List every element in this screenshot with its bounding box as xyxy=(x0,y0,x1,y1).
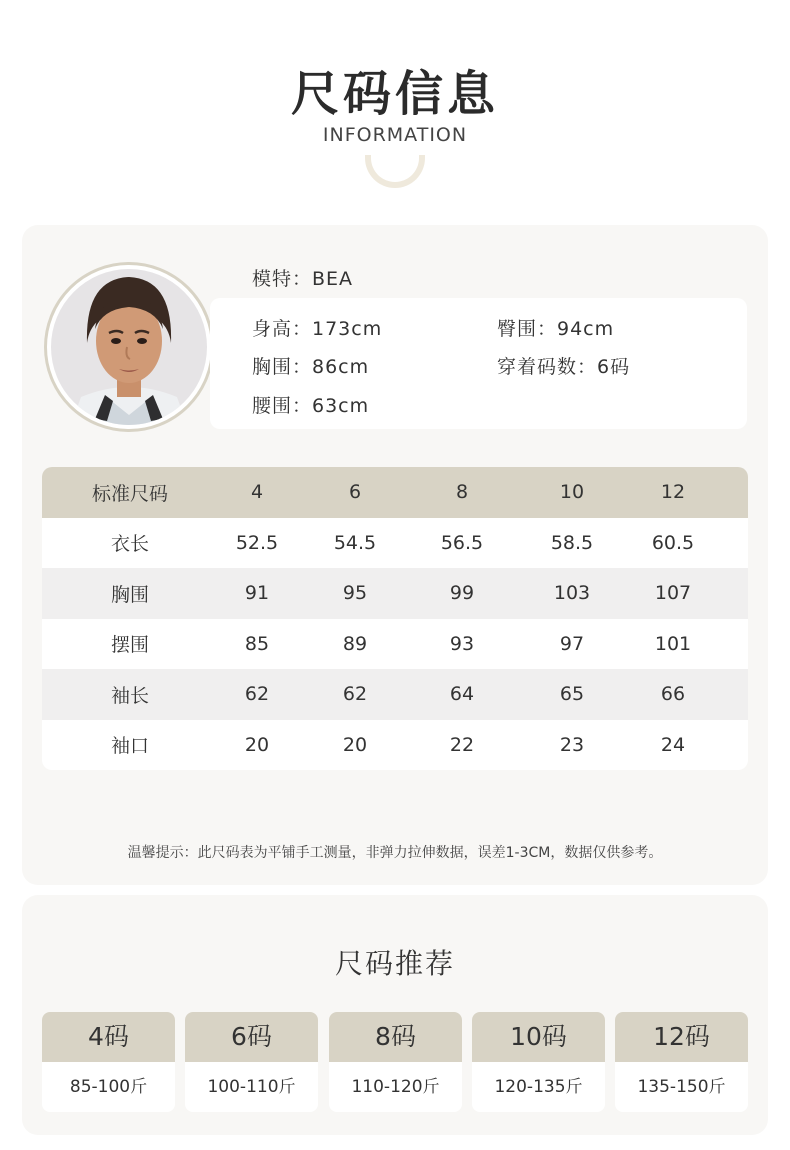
table-cell: 58.5 xyxy=(550,531,594,554)
measurement-tip: 温馨提示：此尺码表为平铺手工测量，非弹力拉伸数据，误差1-3CM，数据仅供参考。 xyxy=(127,845,663,861)
model-photo xyxy=(51,269,207,425)
table-cell: 23 xyxy=(559,733,585,756)
table-cell: 65 xyxy=(559,683,585,706)
size-table xyxy=(42,467,748,770)
recommendation-title: 尺码推荐 xyxy=(334,947,455,980)
table-row xyxy=(42,669,748,720)
decorative-arc xyxy=(365,155,425,188)
table-cell: 22 xyxy=(449,733,475,756)
recommendation-size: 4码 xyxy=(42,1012,175,1062)
table-cell: 20 xyxy=(244,733,270,756)
table-cell: 89 xyxy=(342,632,368,655)
model-chest: 胸围：86cm xyxy=(252,356,370,378)
page-title: 尺码信息 xyxy=(290,66,499,122)
recommendation-size: 6码 xyxy=(185,1012,318,1062)
row-label: 袖口 xyxy=(110,735,149,758)
table-cell: 91 xyxy=(244,582,270,605)
table-header-cell: 标准尺码 xyxy=(91,482,168,505)
table-cell: 93 xyxy=(449,632,475,655)
recommendation-card xyxy=(615,1012,748,1112)
model-height: 身高：173cm xyxy=(252,318,383,340)
table-header-cell: 4 xyxy=(250,481,264,504)
recommendation-card xyxy=(185,1012,318,1112)
table-header-row xyxy=(42,467,748,518)
table-cell: 95 xyxy=(342,582,368,605)
model-waist: 腰围：63cm xyxy=(252,395,370,417)
model-hip: 臀围：94cm xyxy=(497,318,615,340)
row-label: 胸围 xyxy=(110,583,149,606)
page-subtitle: INFORMATION xyxy=(322,124,468,146)
table-cell: 62 xyxy=(244,683,270,706)
table-cell: 60.5 xyxy=(651,531,695,554)
table-cell: 64 xyxy=(449,683,475,706)
row-label: 衣长 xyxy=(110,533,149,556)
table-cell: 97 xyxy=(559,632,585,655)
row-label: 袖长 xyxy=(110,684,149,707)
recommendation-size: 8码 xyxy=(329,1012,462,1062)
recommendation-weight: 85-100斤 xyxy=(69,1077,148,1097)
table-header-cell: 8 xyxy=(455,481,469,504)
table-row xyxy=(42,720,748,771)
recommendation-card xyxy=(472,1012,605,1112)
row-label: 摆围 xyxy=(110,634,149,657)
recommendation-weight: 110-120斤 xyxy=(351,1077,440,1097)
table-cell: 24 xyxy=(660,733,686,756)
recommendation-size: 12码 xyxy=(615,1012,748,1062)
table-cell: 103 xyxy=(553,582,591,605)
recommendation-size: 10码 xyxy=(472,1012,605,1062)
table-header-cell: 12 xyxy=(660,481,686,504)
recommendation-card xyxy=(42,1012,175,1112)
table-cell: 99 xyxy=(449,582,475,605)
model-avatar xyxy=(44,262,214,432)
model-wearing-size: 穿着码数：6码 xyxy=(497,356,631,378)
recommendation-card xyxy=(329,1012,462,1112)
table-cell: 107 xyxy=(654,582,692,605)
table-header-cell: 6 xyxy=(348,481,362,504)
recommendation-weight: 135-150斤 xyxy=(637,1077,726,1097)
table-row xyxy=(42,518,748,569)
table-cell: 62 xyxy=(342,683,368,706)
recommendation-weight: 100-110斤 xyxy=(207,1077,296,1097)
table-cell: 52.5 xyxy=(235,531,279,554)
table-row xyxy=(42,619,748,670)
table-cell: 85 xyxy=(244,632,270,655)
table-cell: 56.5 xyxy=(440,531,484,554)
table-cell: 101 xyxy=(654,632,692,655)
recommendation-weight: 120-135斤 xyxy=(494,1077,583,1097)
table-row xyxy=(42,568,748,619)
model-name: 模特：BEA xyxy=(252,268,354,290)
table-cell: 66 xyxy=(660,683,686,706)
table-cell: 54.5 xyxy=(333,531,377,554)
table-header-cell: 10 xyxy=(559,481,585,504)
table-cell: 20 xyxy=(342,733,368,756)
